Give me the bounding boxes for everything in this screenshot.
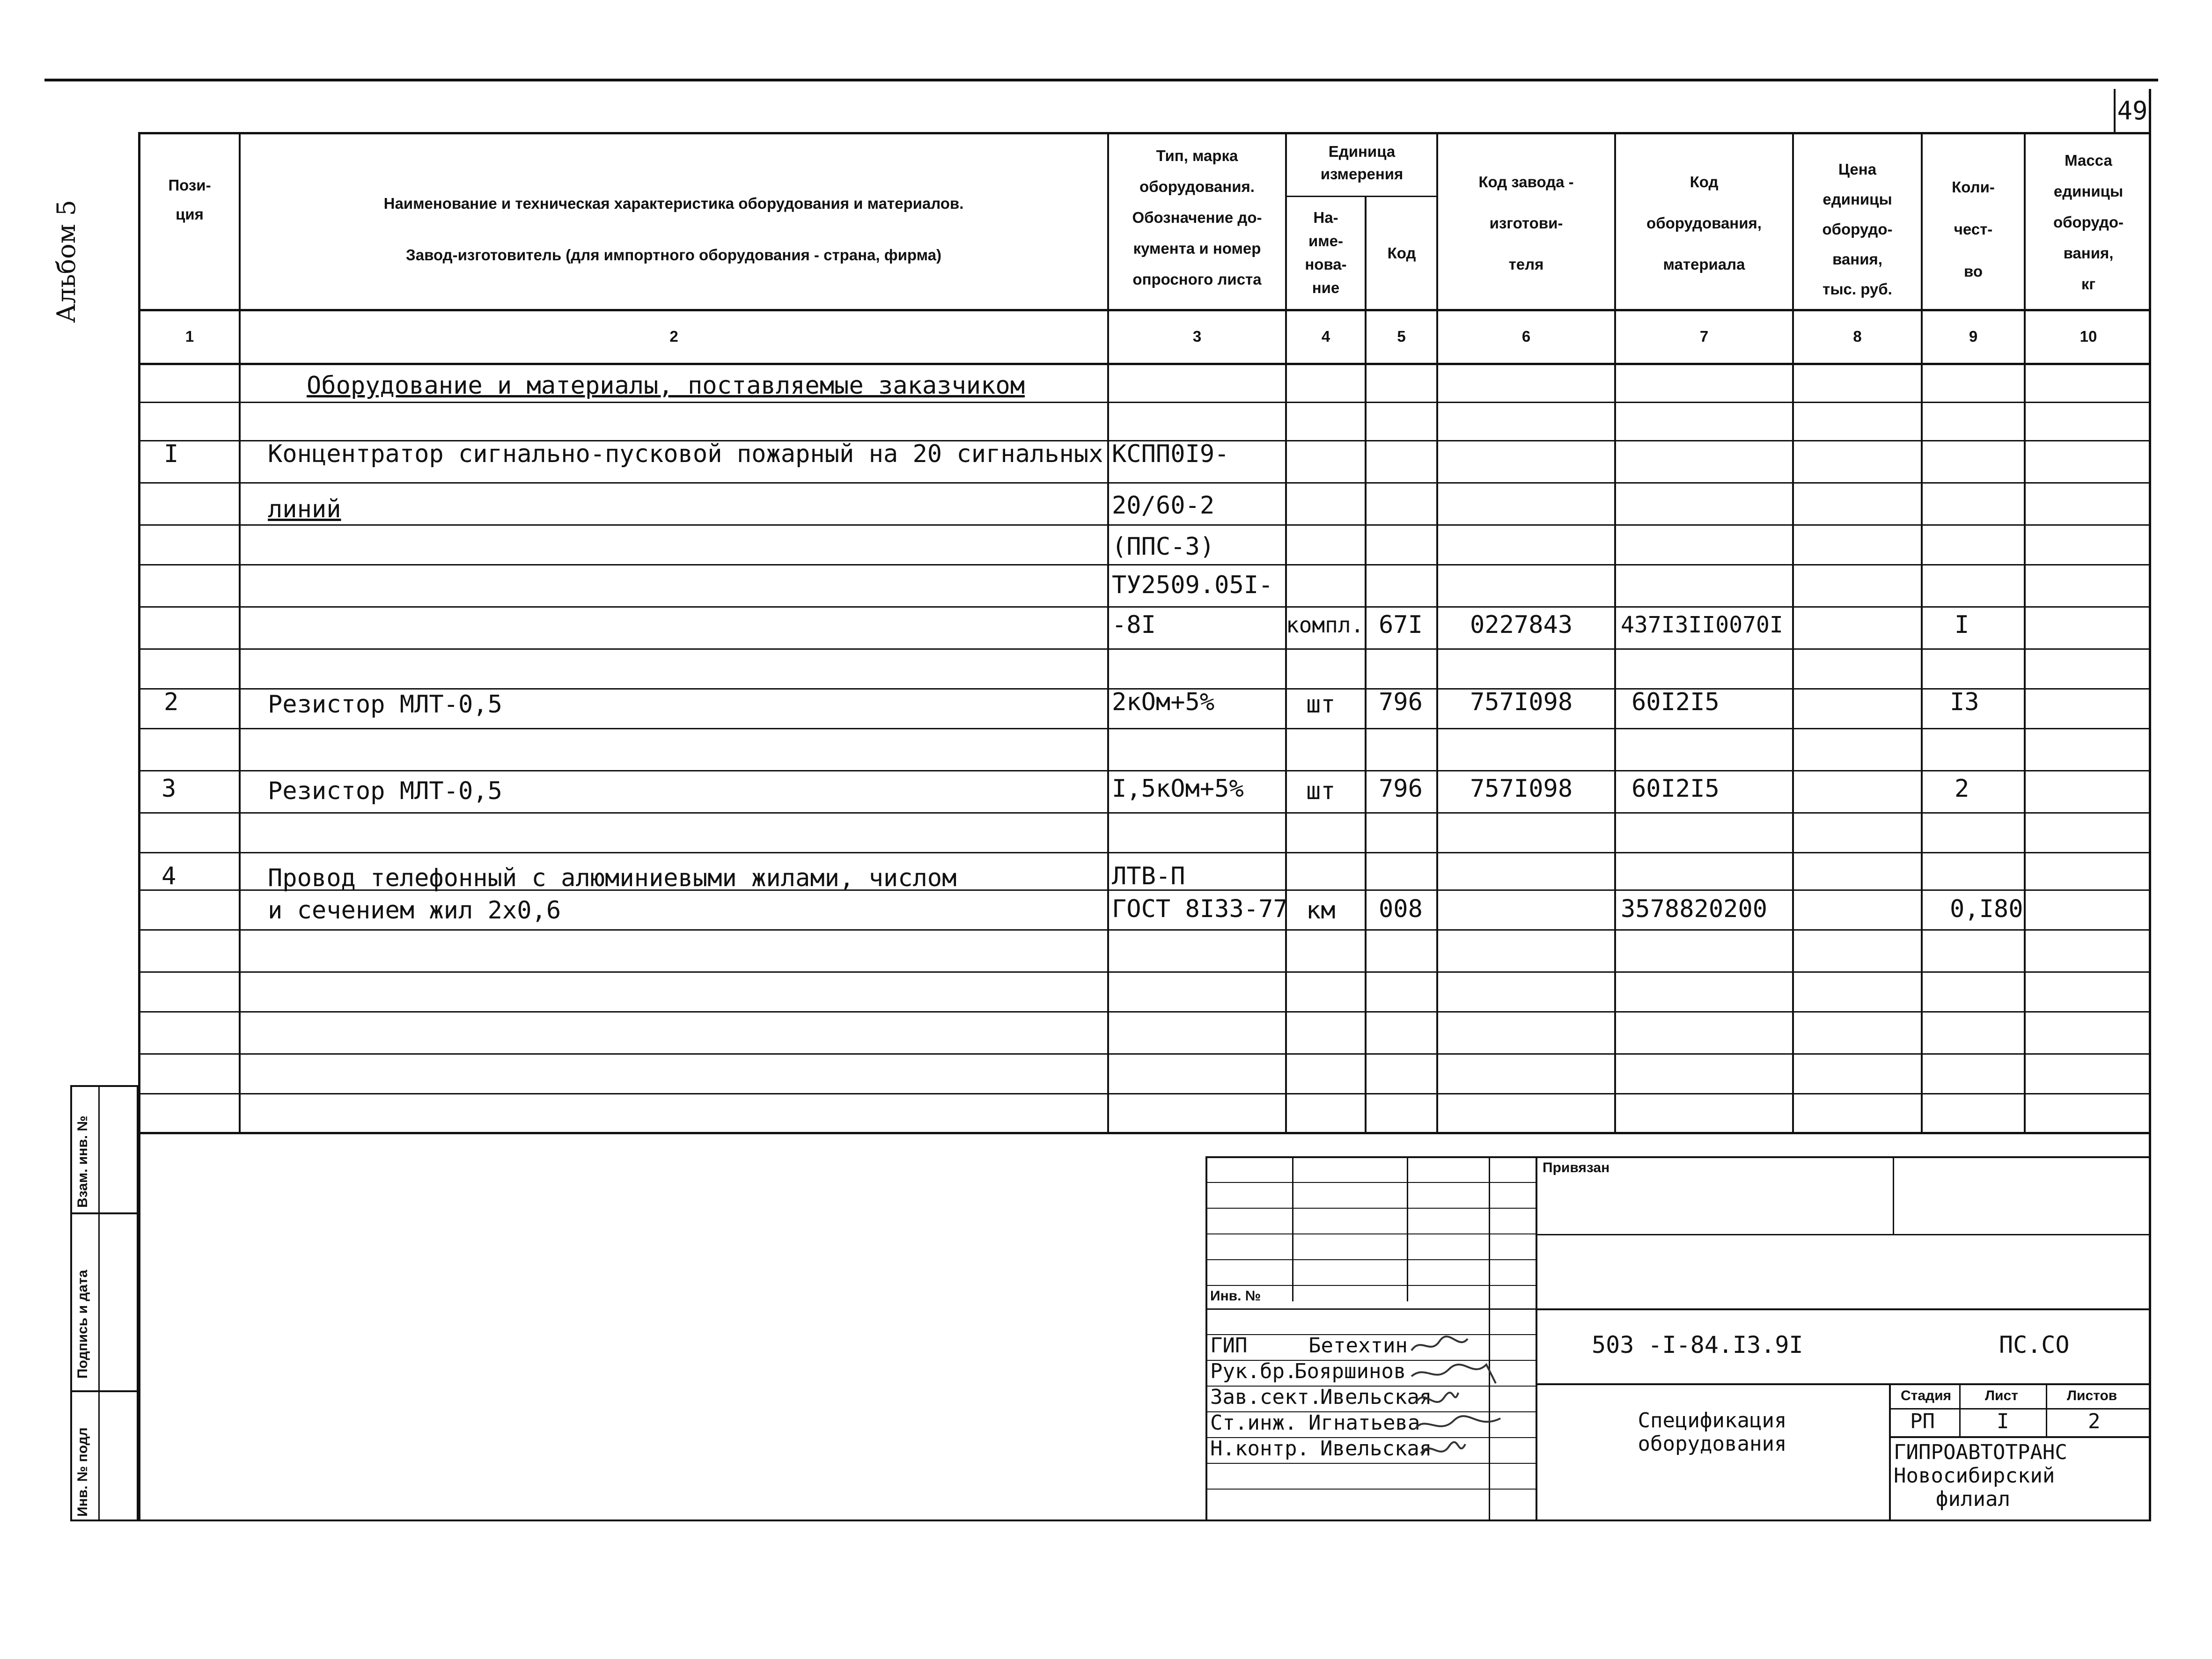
item-1-quantity: I xyxy=(1955,611,1969,639)
tb-sheet: I xyxy=(1997,1409,2009,1433)
row-line xyxy=(138,524,2151,526)
tb-doc-code: 503 -I-84.I3.9I xyxy=(1592,1331,1803,1358)
side-stamp-label-3: Взам. инв. № xyxy=(75,1116,90,1208)
row-line xyxy=(138,971,2151,973)
tb-name-4: Игнатьева xyxy=(1308,1411,1420,1435)
item-1-equipment-code: 437I3II0070I xyxy=(1621,612,1783,638)
unit-group-divider xyxy=(1285,196,1437,197)
row-line xyxy=(138,606,2151,608)
tb-col-4 xyxy=(1536,1156,1537,1521)
item-1-name-line1: Концентратор сигнально-пусковой пожарный на 20 сигнальных xyxy=(268,440,1103,468)
tb-org: ГИПРОАВТОТРАНС Новосибирский филиал xyxy=(1894,1440,2067,1511)
col-number: 4 xyxy=(1321,328,1330,345)
table-top xyxy=(138,132,2151,134)
page-number: 49 xyxy=(2117,96,2148,125)
item-1-name-line2: линий xyxy=(268,495,341,523)
tb-name-3: Ивельская xyxy=(1320,1385,1432,1409)
side-stamp-split-2 xyxy=(70,1390,139,1392)
col-number: 6 xyxy=(1521,328,1531,345)
item-1-unit-code: 67I xyxy=(1379,611,1423,639)
col-line-1 xyxy=(239,132,241,1134)
header-unit-group: Единица измерения xyxy=(1320,143,1404,183)
header-factory-code: Код завода - изготови- теля xyxy=(1478,173,1574,273)
row-line xyxy=(138,1053,2151,1055)
frame-right xyxy=(2149,89,2151,1521)
item-4-equipment-code: 3578820200 xyxy=(1621,895,1768,923)
item-2-quantity: I3 xyxy=(1950,688,1979,716)
tb-name-2: Бояршинов xyxy=(1294,1359,1406,1383)
tb-code-top xyxy=(1536,1308,2151,1310)
side-stamp-mid xyxy=(98,1085,100,1521)
item-1-type-line2: 20/60-2 xyxy=(1112,492,1215,520)
row-line xyxy=(138,648,2151,650)
tb-role-5: Н.контр. xyxy=(1210,1437,1309,1461)
header-price: Цена единицы оборудо- вания, тыс. руб. xyxy=(1822,161,1893,298)
tb-role-2: Рук.бр. xyxy=(1210,1359,1297,1383)
tb-stage-vline-2 xyxy=(2046,1383,2047,1437)
row-line xyxy=(138,929,2151,931)
tb-sheets: 2 xyxy=(2088,1409,2101,1433)
tb-grid-row xyxy=(1205,1182,1536,1183)
tb-sheets-label: Листов xyxy=(2067,1388,2117,1403)
tb-grid-row xyxy=(1205,1285,1536,1286)
col-number: 8 xyxy=(1853,328,1862,345)
tb-inv-label: Инв. № xyxy=(1210,1288,1261,1304)
row-line xyxy=(138,728,2151,729)
item-2-name: Резистор МЛТ-0,5 xyxy=(268,690,502,719)
tb-code-bottom xyxy=(1536,1383,2151,1385)
side-stamp-label-1: Инв. № подл xyxy=(75,1427,90,1517)
item-3-unit: шт xyxy=(1306,777,1336,805)
item-2-unit: шт xyxy=(1306,690,1336,719)
album-label: Альбом 5 xyxy=(51,199,81,323)
tb-sheet-label: Лист xyxy=(1985,1388,2018,1403)
table-colnum-bottom xyxy=(138,363,2151,365)
table-header-bottom xyxy=(138,309,2151,311)
item-1-factory-code: 0227843 xyxy=(1470,611,1573,639)
tb-role-1: ГИП xyxy=(1210,1334,1248,1358)
tb-role-4: Ст.инж. xyxy=(1210,1411,1297,1435)
row-line xyxy=(138,1011,2151,1013)
side-stamp-left xyxy=(70,1085,72,1521)
side-stamp-bottom xyxy=(70,1520,139,1521)
item-2-position: 2 xyxy=(164,688,179,716)
tb-name-5: Ивельская xyxy=(1320,1437,1432,1461)
row-line xyxy=(138,1093,2151,1094)
row-line xyxy=(138,402,2151,403)
header-type: Тип, марка оборудования. Обозначение до- кумента и номер опросного листа xyxy=(1132,147,1262,288)
item-3-quantity: 2 xyxy=(1955,775,1969,803)
tb-doc-mark: ПС.СО xyxy=(1999,1331,2070,1358)
item-1-type-line5: -8I xyxy=(1112,611,1156,639)
item-4-unit: км xyxy=(1306,896,1336,925)
item-4-position: 4 xyxy=(162,862,176,890)
item-4-name-line2: и сечением жил 2х0,6 xyxy=(268,896,561,925)
row-line xyxy=(138,482,2151,484)
item-1-type-line1: КСПП0I9- xyxy=(1112,440,1229,468)
header-name: Наименование и техническая характеристика оборудования и материалов. Завод-изготовитель (для импортного оборудования - страна, фирма) xyxy=(383,195,964,264)
tb-role-3: Зав.сект. xyxy=(1210,1385,1322,1409)
tb-priv-divider xyxy=(1893,1156,1894,1235)
tb-grid-row xyxy=(1205,1259,1536,1260)
tb-privyazan: Привязан xyxy=(1543,1160,1610,1175)
tb-doc-title: Спецификация оборудования xyxy=(1638,1409,1787,1456)
page-number-box-left xyxy=(2114,89,2116,133)
item-3-position: 3 xyxy=(162,775,176,803)
header-unit-name: На- име- нова- ние xyxy=(1305,209,1347,296)
col-number: 1 xyxy=(185,328,194,345)
tb-col-1 xyxy=(1292,1156,1293,1301)
tb-priv-bottom xyxy=(1536,1234,2151,1235)
col-number: 9 xyxy=(1969,328,1978,345)
table-bottom xyxy=(138,1132,2151,1134)
tb-outer-bottom xyxy=(139,1520,2151,1521)
item-1-unit: компл. xyxy=(1286,612,1364,638)
signatures-graphic xyxy=(1407,1332,1533,1468)
side-stamp-split-1 xyxy=(70,1212,139,1214)
item-1-type-line3: (ППС-3) xyxy=(1112,533,1215,561)
item-1-type-line4: ТУ2509.05I- xyxy=(1112,571,1273,599)
section-title: Оборудование и материалы, поставляемые заказчиком xyxy=(307,372,1025,400)
tb-outer-left xyxy=(1205,1156,1207,1521)
item-3-factory-code: 757I098 xyxy=(1470,775,1573,803)
tb-col-2 xyxy=(1407,1156,1408,1301)
col-number: 10 xyxy=(2080,328,2097,345)
item-4-unit-code: 008 xyxy=(1379,895,1423,923)
header-unit-code: Код xyxy=(1387,244,1416,262)
item-4-name-line1: Провод телефонный с алюминиевыми жилами, числом xyxy=(268,864,957,892)
header-mass: Масса единицы оборудо- вания, кг xyxy=(2053,152,2124,293)
tb-roles-top xyxy=(1205,1308,1536,1310)
tb-grid-row xyxy=(1205,1233,1536,1234)
item-3-name: Резистор МЛТ-0,5 xyxy=(268,777,502,805)
item-3-unit-code: 796 xyxy=(1379,775,1423,803)
tb-stage-vline-1 xyxy=(1959,1383,1961,1437)
header-position: Пози- ция xyxy=(168,176,211,223)
tb-grid-row xyxy=(1205,1208,1536,1209)
item-2-unit-code: 796 xyxy=(1379,688,1423,716)
row-line xyxy=(138,564,2151,565)
tb-stage: РП xyxy=(1910,1409,1935,1433)
row-line xyxy=(138,812,2151,814)
header-quantity: Коли- чест- во xyxy=(1952,178,1995,280)
tb-stage-hline-2 xyxy=(1889,1436,2151,1438)
tb-outer-top xyxy=(1205,1156,2151,1158)
tb-grid-row xyxy=(1205,1489,1536,1490)
item-2-type: 2кОм+5% xyxy=(1112,688,1215,716)
side-stamp-label-2: Подпись и дата xyxy=(75,1270,90,1379)
tb-stage-label: Стадия xyxy=(1901,1388,1952,1403)
item-3-equipment-code: 60I2I5 xyxy=(1631,775,1720,803)
item-4-mass: 0,I80 xyxy=(1950,895,2023,923)
item-4-type-line2: ГОСТ 8I33-77 xyxy=(1112,895,1288,923)
row-line xyxy=(138,770,2151,771)
tb-name-1: Бетехтин xyxy=(1308,1334,1408,1358)
col-number: 5 xyxy=(1397,328,1406,345)
item-3-type: I,5кОм+5% xyxy=(1112,775,1244,803)
header-equipment-code: Код оборудования, материала xyxy=(1646,173,1762,273)
col-number: 3 xyxy=(1192,328,1202,345)
col-number: 2 xyxy=(669,328,678,345)
item-1-position: I xyxy=(164,440,179,468)
item-4-type-line1: ЛТВ-П xyxy=(1112,862,1185,890)
item-2-equipment-code: 60I2I5 xyxy=(1631,688,1720,716)
side-stamp-top xyxy=(70,1085,139,1087)
col-number: 7 xyxy=(1699,328,1709,345)
tb-stage-left xyxy=(1889,1383,1891,1521)
item-2-factory-code: 757I098 xyxy=(1470,688,1573,716)
frame-top xyxy=(44,79,2158,81)
row-line xyxy=(138,852,2151,853)
